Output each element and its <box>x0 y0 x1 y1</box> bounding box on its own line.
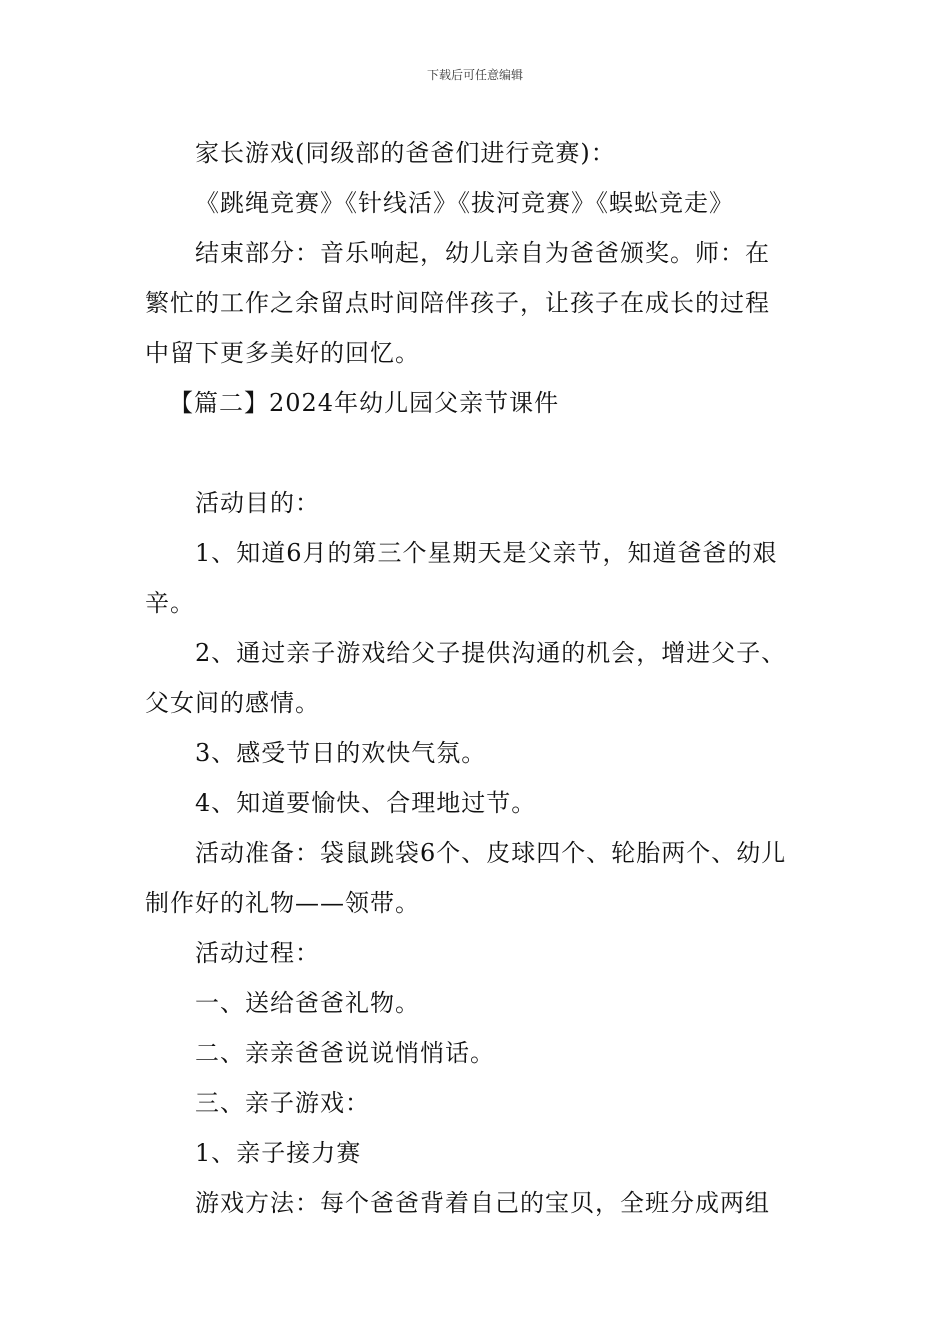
paragraph-goal-2: 2、通过亲子游戏给父子提供沟通的机会，增进父子、 <box>195 639 787 667</box>
page-header-note: 下载后可任意编辑 <box>426 68 523 82</box>
paragraph-goal-1: 1、知道6月的第三个星期天是父亲节，知道爸爸的艰 <box>195 539 778 567</box>
paragraph-step-2: 二、亲亲爸爸说说悄悄话。 <box>195 1039 495 1067</box>
paragraph-step-3: 三、亲子游戏： <box>195 1089 370 1117</box>
paragraph-goals-title: 活动目的： <box>195 489 320 517</box>
paragraph-relay-race: 1、亲子接力赛 <box>195 1139 362 1167</box>
paragraph-ending-line3: 中留下更多美好的回忆。 <box>145 339 420 367</box>
paragraph-goal-2-cont: 父女间的感情。 <box>145 689 320 717</box>
paragraph-preparation: 活动准备：袋鼠跳袋6个、皮球四个、轮胎两个、幼儿 <box>195 839 787 867</box>
paragraph-goal-1-cont: 辛。 <box>145 589 195 617</box>
paragraph-parent-game: 家长游戏(同级部的爸爸们进行竞赛)： <box>195 139 616 167</box>
paragraph-ending-line1: 结束部分：音乐响起，幼儿亲自为爸爸颁奖。师：在 <box>195 239 770 267</box>
paragraph-ending-line2: 繁忙的工作之余留点时间陪伴孩子，让孩子在成长的过程 <box>145 289 770 317</box>
paragraph-goal-3: 3、感受节日的欢快气氛。 <box>195 739 487 767</box>
blank-line <box>145 428 807 478</box>
paragraph-preparation-cont: 制作好的礼物——领带。 <box>145 889 420 917</box>
paragraph-game-method: 游戏方法：每个爸爸背着自己的宝贝，全班分成两组 <box>195 1189 770 1217</box>
paragraph-step-1: 一、送给爸爸礼物。 <box>195 989 420 1017</box>
paragraph-game-list: 《跳绳竞赛》《针线活》《拔河竞赛》《蜈蚣竞走》 <box>195 189 734 217</box>
paragraph-goal-4: 4、知道要愉快、合理地过节。 <box>195 789 537 817</box>
section-heading: 【篇二】2024年幼儿园父亲节课件 <box>169 389 560 417</box>
paragraph-process-title: 活动过程： <box>195 939 320 967</box>
document-body <box>145 128 807 1228</box>
